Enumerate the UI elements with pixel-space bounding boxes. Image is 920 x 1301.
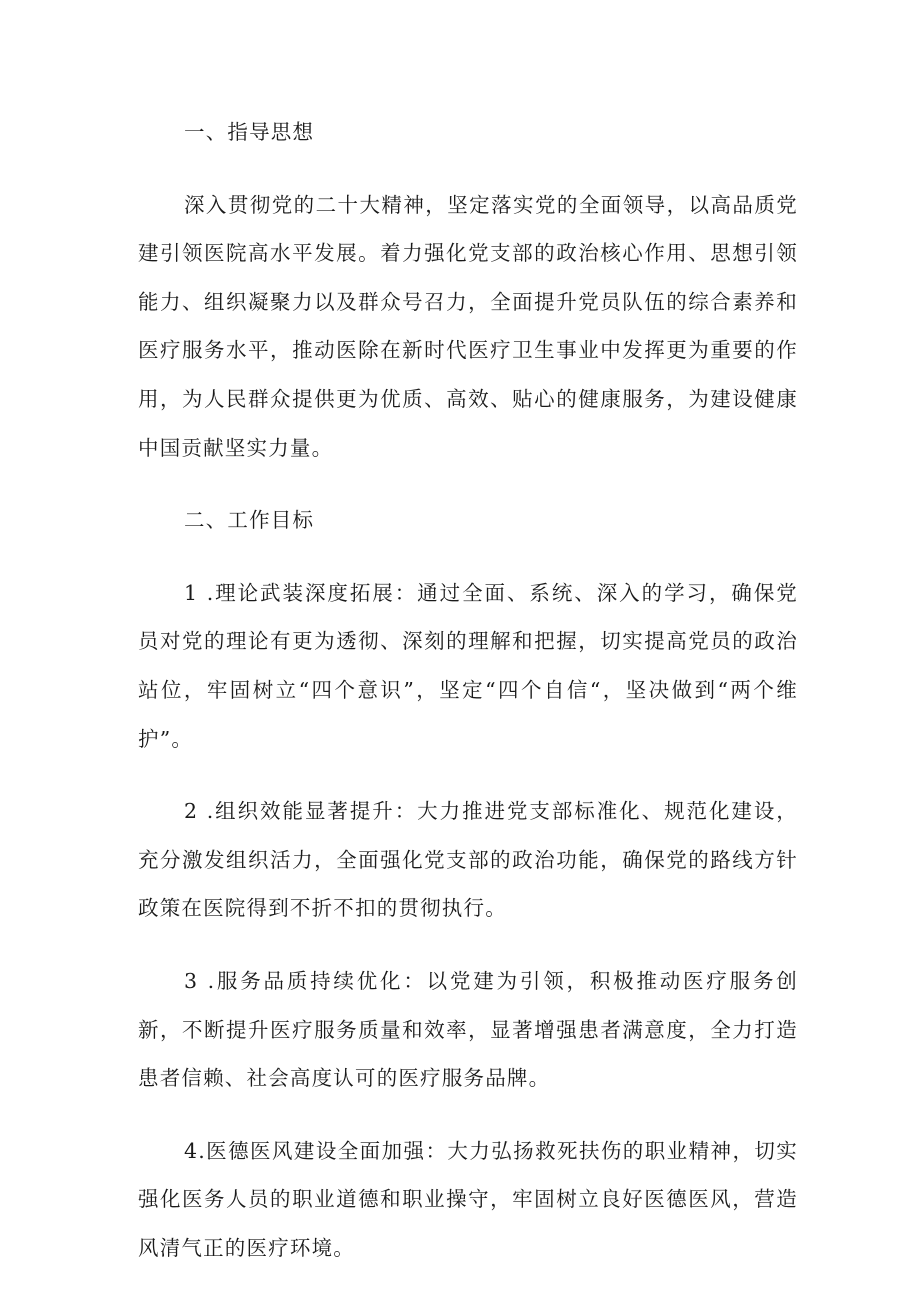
paragraph-goal-2: 2 .组织效能显著提升：大力推进党支部标准化、规范化建设，充分激发组织活力，全面强化党支部的政治功能，确保党的路线方针政策在医院得到不折不扣的贯彻执行。 [138, 799, 798, 921]
paragraph-goal-3: 3 .服务品质持续优化：以党建为引领，积极推动医疗服务创新，不断提升医疗服务质量和效率，显著增强患者满意度，全力打造患者信赖、社会高度认可的医疗服务品牌。 [138, 968, 798, 1091]
paragraph-guiding-ideology: 深入贯彻党的二十大精神，坚定落实党的全面领导，以高品质党建引领医院高水平发展。着力强化党支部的政治核心作用、思想引领能力、组织凝聚力以及群众号召力，全面提升党员队伍的综合素养和医疗服务水平，推动医除在新时代医疗卫生事业中发挥更为重要的作用，为人民群众提供更为优质、高效、贴心的健康服务，为建设健康中国贡献坚实力量。 [138, 192, 798, 460]
paragraph-goal-4: 4.医德医风建设全面加强：大力弘扬救死扶伤的职业精神，切实强化医务人员的职业道德和职业操守，牢固树立良好医德医风，营造风清气正的医疗环境。 [138, 1138, 798, 1260]
document-body [138, 108, 798, 1296]
section-heading-guiding-ideology: 一、指导思想 [184, 120, 315, 144]
paragraph-goal-1: 1 .理论武装深度拓展：通过全面、系统、深入的学习，确保党员对党的理论有更为透彻、深刻的理解和把握，切实提高党员的政治站位，牢固树立“四个意识”，坚定“四个自信“，坚决做到“两个维护”。 [138, 580, 798, 751]
section-heading-work-goals: 二、工作目标 [184, 508, 315, 533]
